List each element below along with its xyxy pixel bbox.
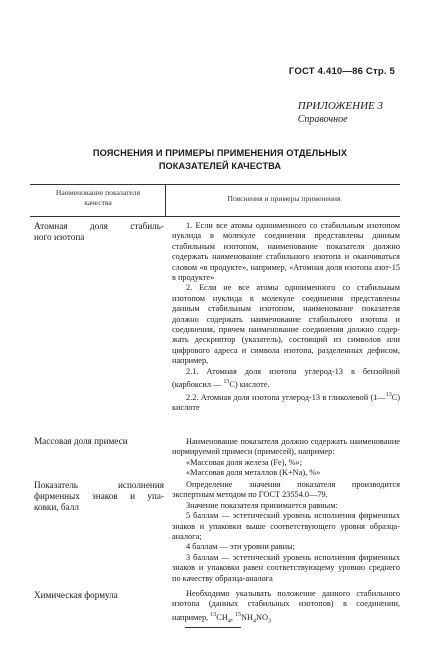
row-name-chemical-formula: Химическая формула [34, 590, 118, 600]
column-header-name: Наименование показателя качества [55, 188, 141, 207]
table-header-rule [30, 216, 400, 217]
column-header-explanation: Пояснения и примеры применения [227, 194, 341, 203]
paragraph: 2. Если не все атомы одноименного со стабильным изотопом нуклида в молекуле соединения представлены данным стабильным изотопом, наименование показателя должно содержать наименование стабильного изотопа и соединения, причем наименование соединения должно содержать дескриптор (указатель), состоящий из символов или цифрового адреса и символа изотопа, разделенных дефисом, например, [172, 283, 400, 366]
paragraph: Значение показателя принимается равным: [186, 500, 338, 510]
example-metals: «Массовая доля металлов (K+Na), %» [186, 468, 321, 478]
example-2-1: 2.1. Атомная доля изотопа углерод-13 в бензойной (карбоксил — $^{13}$С) кислоте. [172, 366, 400, 389]
score-5: 5 баллам — эстетический уровень исполнения фирменных знаков и упаковки выше соответствующего уровня образца-аналога; [172, 511, 400, 542]
table-top-rule [30, 184, 400, 185]
row-explanation-branding-score [172, 480, 400, 584]
row-explanation-impurity-fraction [172, 437, 400, 479]
row-explanation-atomic-fraction [172, 221, 400, 414]
section-title [60, 147, 380, 173]
paragraph: 1. Если все атомы одноименного со стабильным изотопом нуклида в молекуле соединения представлены данным стабильным изотопом, наименование показателя должно содержать наименование стабильного изотопа и оканчиваться словом «в продукте», например, «Атомная доля изотопа азот-15 в продукте» [172, 221, 400, 283]
row-explanation-chemical-formula [172, 589, 400, 627]
score-3: 3 баллам — эстетический уровень исполнения фирменных знаков и упаковки равен соответствующему уровню среднего по качеству образца-аналога [172, 552, 400, 583]
section-title-line2: ПОКАЗАТЕЛЕЙ КАЧЕСТВА [158, 161, 282, 171]
paragraph: Необходимо указывать положение данного стабильного изотопа (данных стабильных изотопов) в соединении, например, $^{13}CH_4$, $^{15}NH_4NO_3$ [172, 589, 400, 625]
appendix-title: ПРИЛОЖЕНИЕ 3 [297, 100, 383, 112]
paragraph: Определение значения показателя производится экспертным методом по ГОСТ 23554.0—79. [172, 480, 400, 500]
row-name-impurity-fraction: Массовая доля примеси [34, 436, 128, 446]
row-name-atomic-fraction: Атомная доля стабиль- ного изотопа [34, 221, 164, 242]
page-header: ГОСТ 4.410—86 Стр. 5 [288, 66, 395, 77]
footer-rule [185, 627, 241, 628]
example-2-2: 2.2. Атомная доля изотопа углерод-13 в гликолевой (1—$^{13}$С) кислоте [172, 392, 400, 413]
score-4: 4 баллам — эти уровни равны; [186, 542, 295, 552]
section-title-line1: ПОЯСНЕНИЯ И ПРИМЕРЫ ПРИМЕНЕНИЯ ОТДЕЛЬНЫХ [92, 148, 348, 158]
appendix-label [298, 99, 383, 127]
row-name-branding-score: Показатель исполнения фирменных знаков и упа- ковки, балл [34, 480, 164, 512]
table-header-divider [165, 184, 166, 216]
paragraph: Наименование показателя должно содержать наименование нормируемой примеси (примесей), например: [172, 437, 400, 457]
example-iron: «Массовая доля железа (Fe), %»; [186, 457, 302, 467]
appendix-subtitle: Справочное [297, 114, 348, 125]
